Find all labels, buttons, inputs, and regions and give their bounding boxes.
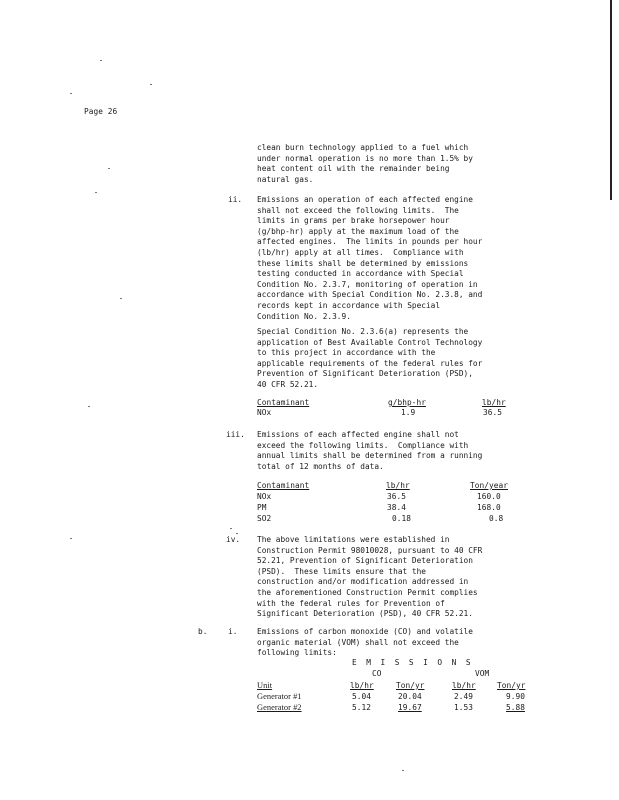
table-cell: 19.67 [398, 703, 422, 712]
intro-paragraph [257, 143, 547, 185]
text-line: Emissions of each affected engine shall not [257, 430, 459, 439]
text-line: annual limits shall be determined from a running [257, 451, 483, 461]
table-cell: 168.0 [477, 503, 501, 512]
text-line: Condition No. 2.3.9. [257, 311, 351, 321]
table-cell: 36.5 [483, 408, 502, 417]
item-ii-paragraph [257, 195, 547, 322]
text-line: Significant Deterioration (PSD), 40 CFR 52.21. [257, 609, 473, 619]
item-b-paragraph [257, 627, 547, 659]
group-label-vom: VOM [475, 669, 490, 678]
table-header: Contaminant [257, 481, 310, 490]
text-line: Condition No. 2.3.7, monitoring of operation in [257, 279, 478, 289]
table-cell: 5.12 [352, 703, 371, 712]
table-cell: 0.8 [489, 514, 504, 523]
table-cell: 2.49 [454, 692, 473, 701]
bact-paragraph [257, 327, 547, 391]
text-line: 52.21, Prevention of Significant Deterioration [257, 556, 473, 566]
table-cell: 9.90 [506, 692, 525, 701]
table-cell: 0.18 [392, 514, 411, 523]
text-line: Emissions an operation of each affected engine [257, 195, 473, 204]
table-cell: 20.04 [398, 692, 422, 701]
item-b-letter: b. [198, 627, 208, 636]
text-line: organic material (VOM) shall not exceed the [257, 637, 459, 647]
text-line: application of Best Available Control Technology [257, 337, 483, 347]
text-line: heat content oil with the remainder being [257, 164, 450, 174]
table-cell: 5.04 [352, 692, 371, 701]
table-cell: 1.53 [454, 703, 473, 712]
text-line: clean burn technology applied to a fuel which [257, 143, 469, 152]
text-line: testing conducted in accordance with Special [257, 269, 464, 279]
item-ii-marker: ii. [228, 195, 243, 204]
text-line: exceed the following limits. Compliance with [257, 440, 469, 450]
item-iii-marker: iii. [226, 430, 245, 439]
text-line: shall not exceed the following limits. The [257, 205, 459, 215]
text-line: under normal operation is no more than 1.5% by [257, 153, 473, 163]
table-cell: PM [257, 503, 267, 512]
table-cell: Generator #2 [257, 703, 302, 712]
text-line: (g/bhp-hr) apply at the maximum load of the [257, 226, 459, 236]
text-line: limits in grams per brake horsepower hour [257, 216, 450, 226]
text-line: (lb/hr) apply at all times. Compliance with [257, 247, 464, 257]
table-cell: 38.4 [387, 503, 406, 512]
text-line: affected engines. The limits in pounds per hour [257, 237, 483, 247]
table-cell: 160.0 [477, 492, 501, 501]
text-line: applicable requirements of the federal rules for [257, 358, 483, 368]
table-header: lb/hr [452, 681, 476, 690]
table-cell: Generator #1 [257, 692, 302, 701]
text-line: accordance with Special Condition No. 2.3.8, and [257, 290, 483, 300]
table-cell: SO2 [257, 514, 272, 523]
text-line: Special Condition No. 2.3.6(a) represents the [257, 327, 469, 336]
table-header: g/bhp-hr [388, 398, 426, 407]
scan-speck [108, 168, 110, 169]
table-header: lb/hr [350, 681, 374, 690]
scan-speck [236, 533, 238, 534]
scan-speck [70, 538, 72, 539]
table-cell: NOx [257, 492, 272, 501]
table-header: lb/hr [386, 481, 410, 490]
table-cell: 5.88 [506, 703, 525, 712]
text-line: 40 CFR 52.21. [257, 379, 319, 389]
text-line: to this project in accordance with the [257, 348, 436, 358]
item-iii-paragraph [257, 430, 547, 472]
scan-speck [100, 60, 102, 61]
scan-speck [70, 93, 72, 94]
scan-speck [88, 406, 90, 407]
text-line: the aforementioned Construction Permit complies [257, 587, 478, 597]
text-line: The above limitations were established in [257, 535, 450, 544]
group-label-co: CO [372, 669, 382, 678]
text-line: with the federal rules for Prevention of [257, 598, 445, 608]
text-line: (PSD). These limits ensure that the [257, 566, 426, 576]
item-b-i-marker: i. [228, 627, 238, 636]
table-header: Contaminant [257, 398, 310, 407]
table-cell: 36.5 [387, 492, 406, 501]
scan-speck [95, 192, 97, 193]
scan-speck [120, 298, 122, 299]
table-cell: NOx [257, 408, 272, 417]
page-number: Page 26 [84, 107, 118, 116]
text-line: construction and/or modification addressed in [257, 577, 469, 587]
table-header: lb/hr [482, 398, 506, 407]
table-header: Ton/yr [396, 681, 425, 690]
table-cell: 1.9 [401, 408, 416, 417]
scan-speck [150, 84, 152, 85]
text-line: natural gas. [257, 174, 314, 184]
table-header: Ton/yr [497, 681, 526, 690]
text-line: following limits: [257, 648, 337, 658]
text-line: total of 12 months of data. [257, 461, 384, 471]
page-edge-line [610, 0, 612, 200]
item-iv-marker: iv. [226, 535, 241, 544]
emissions-heading: E M I S S I O N S [352, 658, 471, 667]
scan-speck [402, 770, 404, 771]
text-line: Emissions of carbon monoxide (CO) and volatile [257, 627, 473, 636]
text-line: records kept in accordance with Special [257, 300, 441, 310]
text-line: these limits shall be determined by emissions [257, 258, 469, 268]
text-line: Prevention of Significant Deterioration (PSD), [257, 369, 473, 379]
item-iv-paragraph [257, 535, 547, 620]
table-header: Ton/year [470, 481, 508, 490]
scan-speck [230, 528, 232, 529]
text-line: Construction Permit 98010028, pursuant to 40 CFR [257, 545, 483, 555]
table-header: Unit [257, 681, 273, 690]
